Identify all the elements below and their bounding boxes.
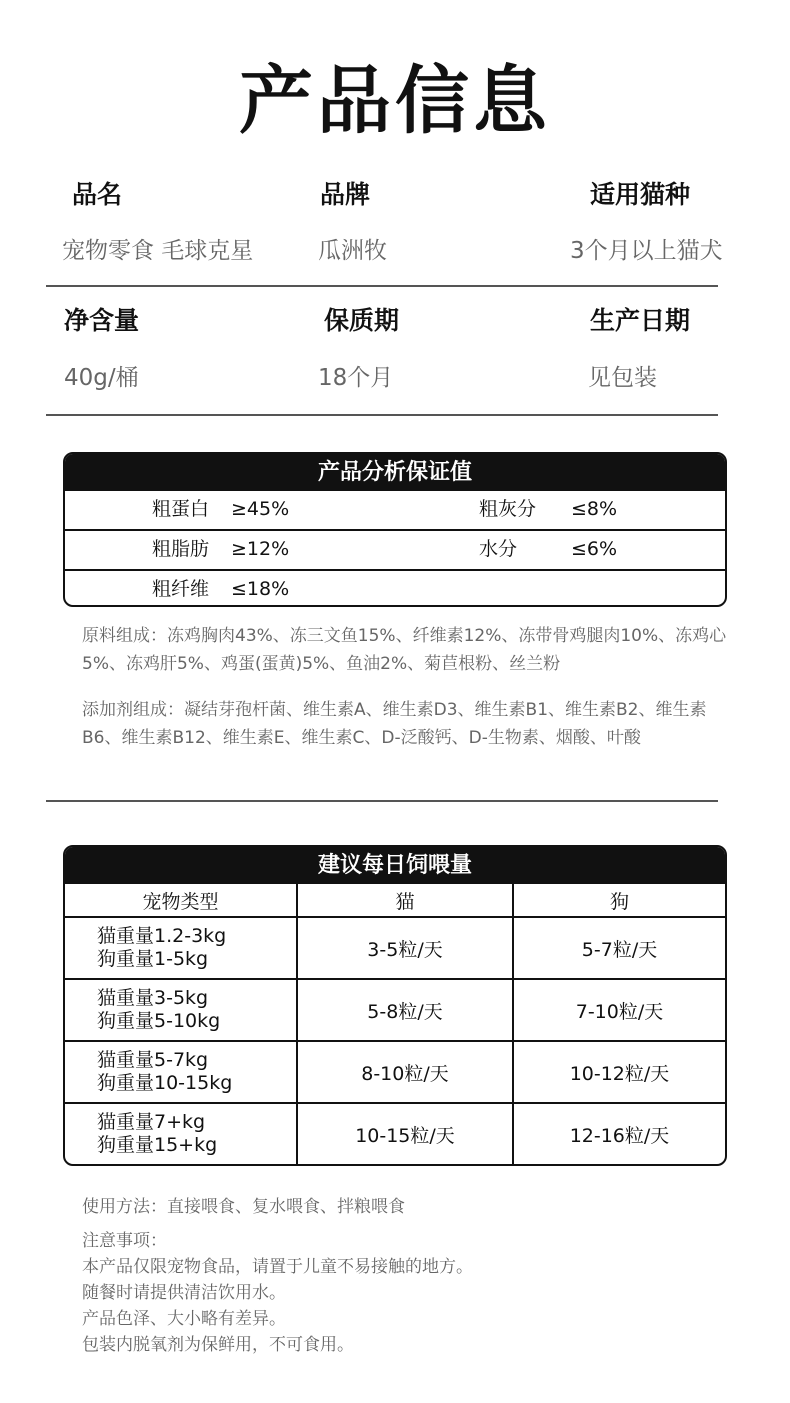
analysis-row [65,491,725,529]
dog-weight: 狗重量10-15kg [97,1072,233,1094]
info-label-net-content: 净含量 [64,306,140,335]
table-row [65,1103,725,1164]
column-header-cat: 猫 [297,884,513,917]
dog-weight: 狗重量5-10kg [97,1010,221,1032]
dog-weight: 狗重量1-5kg [97,948,209,970]
info-value-net-content: 40g/桶 [64,365,139,391]
usage-text: 使用方法：直接喂食、复水喂食、拌粮喂食 [82,1197,405,1217]
table-row [65,979,725,1041]
pet-type-cell [65,917,297,979]
pet-type-cell [65,1103,297,1164]
analysis-name: 粗脂肪 [151,538,209,560]
analysis-table [63,452,727,607]
note-item: 产品色泽、大小略有差异。 [82,1309,286,1329]
analysis-value: ≤6% [571,538,618,560]
info-label-production-date: 生产日期 [590,306,691,335]
page-title: 产品信息 [239,58,551,144]
analysis-row [65,529,725,569]
cat-amount: 3-5粒/天 [297,917,513,979]
analysis-name: 水分 [479,538,518,560]
column-header-pet-type: 宠物类型 [65,884,297,917]
info-value-production-date: 见包装 [588,365,657,391]
info-value-name: 宠物零食 毛球克星 [62,238,254,264]
analysis-value: ≥12% [231,538,290,560]
analysis-name: 粗纤维 [151,578,209,600]
divider [46,414,718,416]
table-header-row [65,884,725,917]
dog-amount: 7-10粒/天 [513,979,725,1041]
cat-amount: 8-10粒/天 [297,1041,513,1103]
analysis-value: ≤18% [231,578,290,600]
analysis-value: ≤8% [571,498,618,520]
pet-type-cell [65,979,297,1041]
note-item: 包装内脱氧剂为保鲜用，不可食用。 [82,1335,354,1355]
info-value-brand: 瓜洲牧 [318,238,387,264]
cat-weight: 猫重量1.2-3kg [97,925,227,947]
info-value-species: 3个月以上猫犬 [570,238,723,264]
notes-title: 注意事项： [82,1231,167,1251]
raw-materials-text: 原料组成：冻鸡胸肉43%、冻三文鱼15%、纤维素12%、冻带骨鸡腿肉10%、冻鸡心5%、冻鸡肝5%、鸡蛋(蛋黄)5%、鱼油2%、菊苣根粉、丝兰粉 [82,626,727,674]
note-item: 本产品仅限宠物食品，请置于儿童不易接触的地方。 [82,1257,473,1277]
pet-type-cell [65,1041,297,1103]
analysis-value: ≥45% [231,498,290,520]
dog-amount: 12-16粒/天 [513,1103,725,1164]
analysis-name: 粗灰分 [479,498,537,520]
info-label-species: 适用猫种 [590,180,691,209]
info-value-shelf-life: 18个月 [318,365,394,391]
analysis-name: 粗蛋白 [151,498,209,520]
cat-weight: 猫重量5-7kg [97,1049,209,1071]
notes [82,1228,742,1358]
cat-weight: 猫重量7+kg [97,1111,206,1133]
info-label-brand: 品牌 [320,180,371,209]
cat-weight: 猫重量3-5kg [97,987,209,1009]
cat-amount: 5-8粒/天 [297,979,513,1041]
feeding-grid [65,884,725,1164]
dog-amount: 10-12粒/天 [513,1041,725,1103]
info-label-name: 品名 [72,180,123,209]
dog-weight: 狗重量15+kg [97,1134,218,1156]
column-header-dog: 狗 [513,884,725,917]
analysis-title: 产品分析保证值 [65,454,725,491]
dog-amount: 5-7粒/天 [513,917,725,979]
analysis-row [65,569,725,605]
info-label-shelf-life: 保质期 [324,306,400,335]
table-row [65,1041,725,1103]
divider [46,800,718,802]
additives-text: 添加剂组成：凝结芽孢杆菌、维生素A、维生素D3、维生素B1、维生素B2、维生素B6、维生素B12、维生素E、维生素C、D-泛酸钙、D-生物素、烟酸、叶酸 [82,700,707,748]
cat-amount: 10-15粒/天 [297,1103,513,1164]
note-item: 随餐时请提供清洁饮用水。 [82,1283,286,1303]
table-row [65,917,725,979]
feeding-table [63,845,727,1166]
divider [46,285,718,287]
feeding-title: 建议每日饲喂量 [65,847,725,884]
